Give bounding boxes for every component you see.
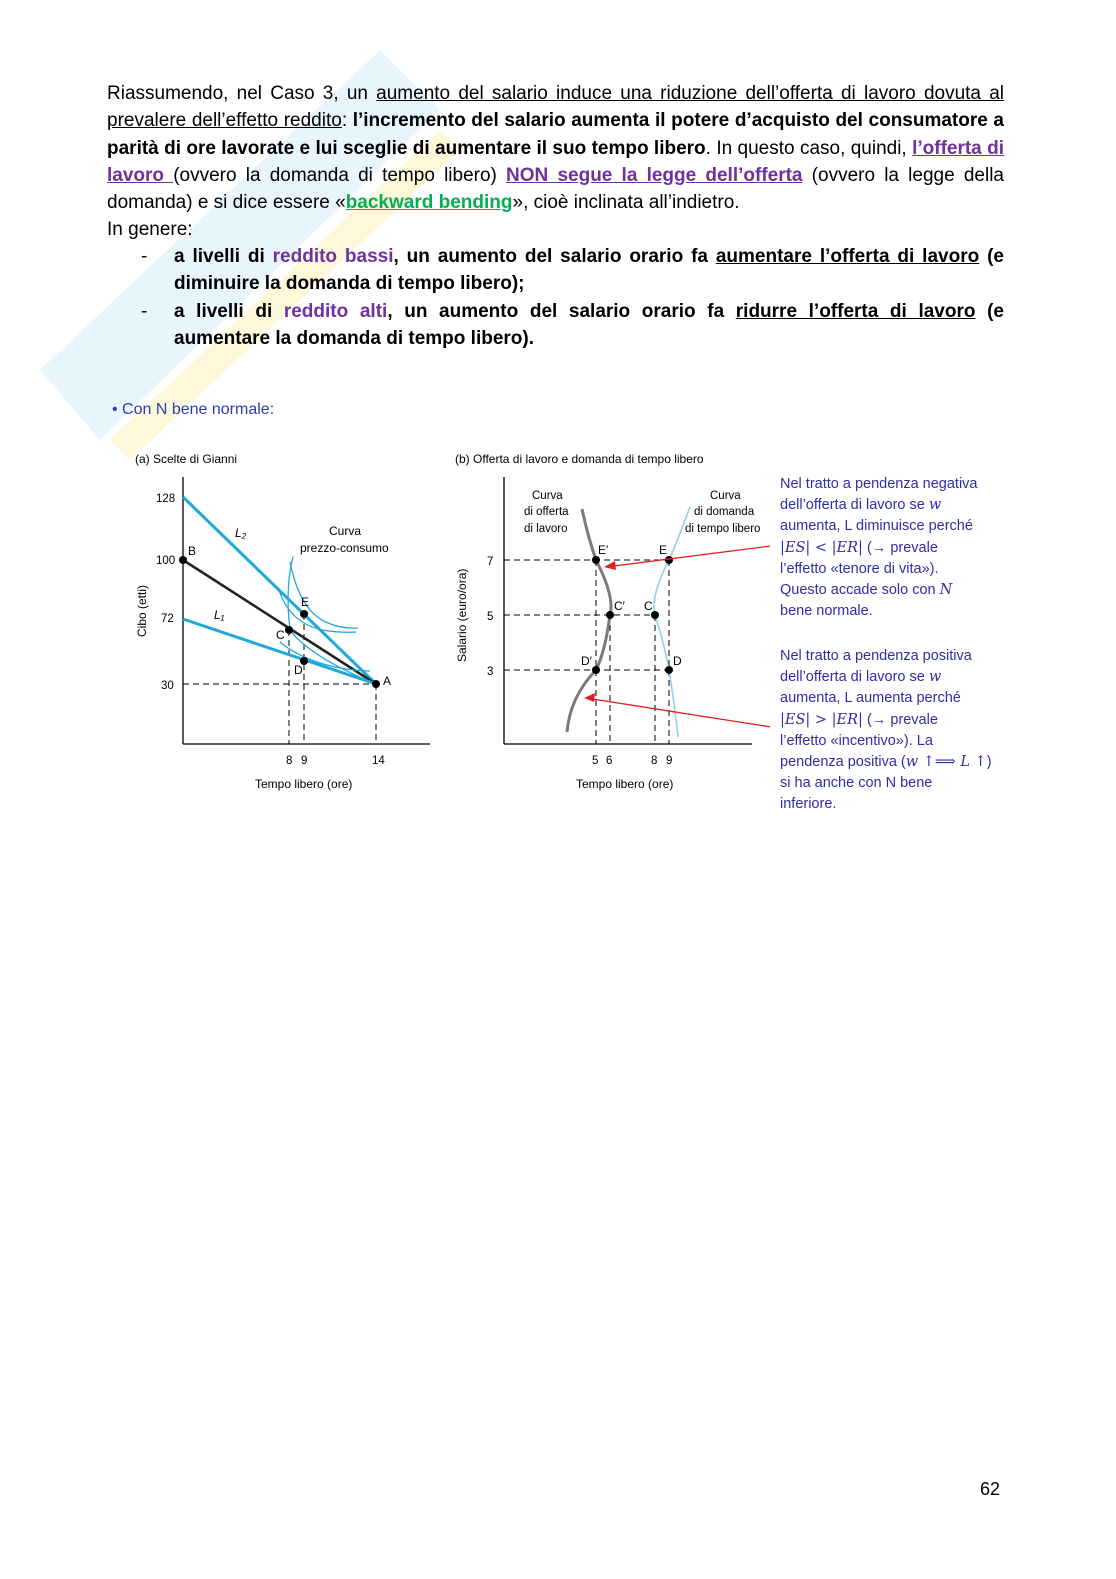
text-span: : — [341, 110, 353, 132]
point-label: E′ — [598, 543, 609, 557]
text-span: ) — [986, 754, 992, 771]
arrow-head — [584, 693, 595, 702]
curve-label: di domanda — [694, 506, 755, 518]
line-label-l2: L₂ — [235, 526, 247, 540]
panel-b-ylabel: Salario (euro/ora) — [455, 568, 469, 662]
text-span: Riassumendo, nel Caso 3, un — [107, 83, 377, 104]
purple-term: NON segue la legge dell’offerta — [506, 164, 803, 186]
purple-term: reddito bassi — [272, 246, 394, 267]
purple-term: l’offerta di lavoro — [107, 137, 1005, 186]
y-tick: 5 — [487, 611, 494, 623]
point-c-prime — [606, 611, 614, 619]
point-e — [665, 556, 673, 564]
bold-text: l’incremento del salario aumenta il potere d’acquisto del consumatore a parità di ore lavorate e lui sceglie di aumentare il suo tempo libero — [107, 110, 1005, 159]
y-tick: 100 — [156, 555, 176, 567]
curve-label: prezzo-consumo — [300, 541, 389, 555]
point-label: B — [188, 544, 197, 558]
page-number: 62 — [980, 1479, 1001, 1499]
y-tick: 3 — [487, 666, 494, 678]
figure-svg — [130, 447, 770, 807]
y-tick: 72 — [161, 613, 174, 625]
underlined-text: ridurre l’offerta di lavoro — [735, 300, 976, 322]
point-e-prime — [592, 556, 600, 564]
text-span: (e aumentare la domanda di tempo libero). — [174, 300, 1004, 349]
x-tick: 5 — [592, 755, 599, 767]
panel-a-ylabel: Cibo (etti) — [135, 584, 149, 637]
panel-b-guides — [504, 560, 669, 744]
x-tick: 14 — [372, 755, 385, 767]
point-d — [665, 666, 673, 674]
point-label: D′ — [581, 654, 592, 668]
point-label: C — [644, 599, 653, 613]
annotation-line: Nel tratto a pendenza positiva — [780, 648, 972, 664]
annotation-line: aumenta, L diminuisce perché — [780, 518, 973, 535]
curve-label: Curva — [710, 490, 741, 502]
text-span: », cioè inclinata all’indietro. — [512, 192, 740, 214]
annotation-positive-slope — [780, 646, 1010, 816]
list-item — [107, 243, 1004, 298]
math-expression: w ↑⟹ L ↑ — [905, 754, 987, 771]
point-label: C′ — [614, 599, 625, 613]
summary-paragraph — [107, 80, 1004, 244]
panel-b-xlabel: Tempo libero (ore) — [576, 777, 674, 791]
annotation-line: aumenta, L aumenta perché — [780, 690, 961, 707]
text-span: (→ prevale — [862, 539, 938, 556]
curve-label: di tempo libero — [685, 523, 761, 535]
figure — [130, 447, 770, 812]
panel-b-title: (b) Offerta di lavoro e domanda di tempo libero — [455, 452, 704, 466]
text-span: dell’offerta di lavoro se — [780, 497, 929, 514]
x-tick: 9 — [666, 755, 673, 767]
point-label: D — [673, 654, 682, 668]
point-a — [372, 680, 380, 688]
annotation-line: Nel tratto a pendenza negativa — [780, 476, 978, 492]
math-var: N — [939, 582, 953, 599]
annotation-line: inferiore. — [780, 796, 837, 813]
underlined-text: aumento del salario induce una riduzione dell’offerta di lavoro dovuta al prevalere dell’effetto reddito — [107, 83, 1004, 132]
x-tick: 8 — [286, 755, 293, 767]
math-var: w — [928, 669, 942, 686]
annotation-line: si ha anche con N bene — [780, 775, 933, 792]
annotation-line — [780, 752, 1010, 773]
curve-label: Curva — [532, 490, 563, 502]
math-expression: |ES| < |ER| — [780, 539, 863, 556]
text-span: , un aumento del salario orario fa — [387, 300, 736, 322]
text-span: dell’offerta di lavoro se — [780, 669, 929, 686]
point-label: A — [383, 674, 392, 688]
annotation-arrow — [606, 546, 770, 567]
text-span: (e diminuire la domanda di tempo libero); — [174, 246, 1004, 295]
annotation-line: l’effetto «tenore di vita»). — [780, 560, 939, 577]
line-label-l1: L₁ — [214, 608, 225, 622]
x-tick: 8 — [651, 755, 658, 767]
annotation-line — [780, 580, 1010, 601]
text-span: . In questo caso, quindi, — [705, 137, 913, 159]
text-span: a livelli di — [174, 246, 273, 267]
text-span: pendenza positiva ( — [780, 754, 906, 771]
y-tick: 7 — [487, 556, 494, 568]
annotation-negative-slope — [780, 474, 1010, 622]
text-span: Questo accade solo con — [780, 582, 940, 599]
point-label: E — [659, 543, 668, 557]
annotation-line — [780, 495, 1010, 516]
in-genere-label: In genere: — [107, 219, 193, 241]
point-c — [285, 626, 293, 634]
text-span: (ovvero la legge della domanda) e si dice essere « — [107, 164, 1004, 214]
leisure-demand-curve — [654, 507, 690, 737]
curve-label: di offerta — [524, 506, 569, 518]
arrow-head — [604, 561, 616, 570]
list-dash: - — [141, 300, 148, 322]
income-level-list — [107, 243, 1004, 352]
purple-term: reddito alti — [283, 300, 388, 322]
point-label: C — [276, 628, 285, 642]
panel-a-xlabel: Tempo libero (ore) — [255, 777, 353, 791]
annotation-line — [780, 667, 1010, 688]
curve-label: di lavoro — [524, 523, 568, 535]
point-e — [300, 610, 308, 618]
list-item — [107, 298, 1004, 353]
budget-line-initial — [183, 560, 376, 684]
point-b — [179, 556, 187, 564]
bullet-label: • Con N bene normale: — [112, 401, 275, 418]
math-var: w — [928, 497, 942, 514]
y-tick: 30 — [161, 680, 174, 692]
text-span: (→ prevale — [862, 711, 938, 728]
x-tick: 9 — [301, 755, 308, 767]
panel-a-title: (a) Scelte di Gianni — [135, 452, 238, 466]
math-expression: |ES| > |ER| — [780, 711, 863, 728]
underlined-text: aumentare l’offerta di lavoro — [715, 246, 980, 267]
y-tick: 128 — [156, 493, 176, 505]
point-label: E — [301, 595, 310, 609]
annotation-line — [780, 538, 1010, 559]
point-d-prime — [592, 666, 600, 674]
green-term: backward bending — [345, 192, 513, 214]
annotation-line: l’effetto «incentivo»). La — [780, 732, 933, 749]
annotation-arrow — [586, 698, 770, 727]
annotation-line: bene normale. — [780, 603, 873, 620]
annotation-line — [780, 710, 1010, 731]
list-dash: - — [141, 246, 148, 267]
text-span: (ovvero la domanda di tempo libero) — [173, 164, 507, 186]
point-label: D — [294, 663, 303, 677]
text-span: a livelli di — [174, 300, 284, 322]
text-span: , un aumento del salario orario fa — [393, 246, 716, 267]
curve-label: Curva — [329, 524, 362, 538]
x-tick: 6 — [606, 755, 613, 767]
